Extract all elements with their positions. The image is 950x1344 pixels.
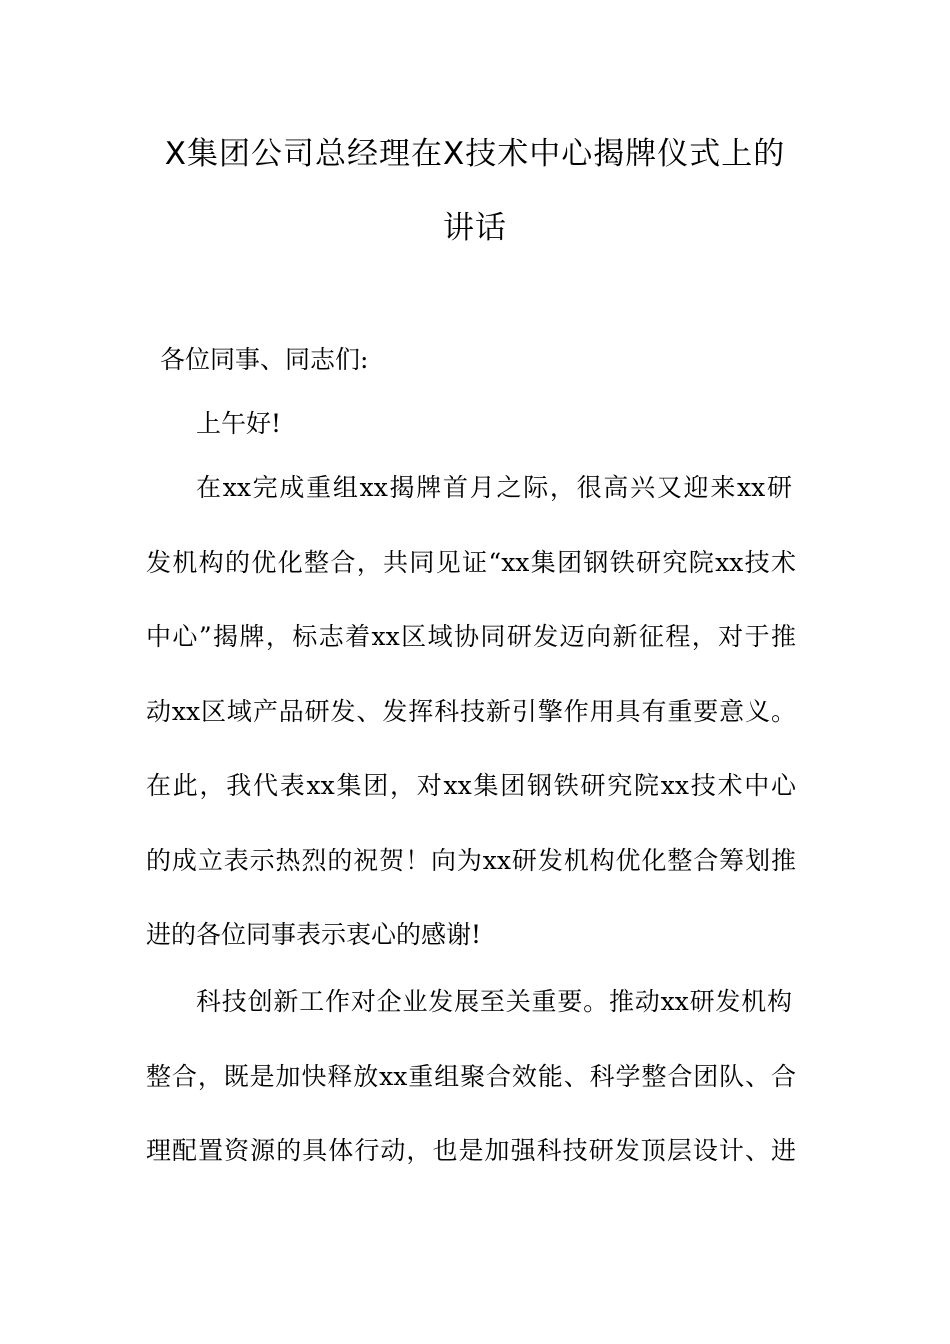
- greeting: 上午好!: [196, 409, 282, 438]
- paragraph-1-line: 的成立表示热烈的祝贺！向为xx研发机构优化整合筹划推: [146, 846, 796, 875]
- document-title-line-1: X集团公司总经理在X技术中心揭牌仪式上的: [164, 136, 786, 172]
- paragraph-1-line: 中心”揭牌，标志着xx区域协同研发迈向新征程，对于推: [146, 622, 796, 651]
- paragraph-1-line: 进的各位同事表示衷心的感谢!: [146, 920, 482, 949]
- paragraph-1-line: 动xx区域产品研发、发挥科技新引擎作用具有重要意义。: [146, 697, 796, 726]
- paragraph-2-line: 理配置资源的具体行动，也是加强科技研发顶层设计、进: [146, 1136, 796, 1165]
- paragraph-1-line: 发机构的优化整合，共同见证“xx集团钢铁研究院xx技术: [146, 548, 796, 577]
- paragraph-2-line: 科技创新工作对企业发展至关重要。推动xx研发机构: [196, 987, 792, 1016]
- paragraph-2-line: 整合，既是加快释放xx重组聚合效能、科学整合团队、合: [146, 1062, 796, 1091]
- document-title-line-2: 讲话: [443, 210, 507, 246]
- paragraph-1-line: 在此，我代表xx集团，对xx集团钢铁研究院xx技术中心: [146, 771, 796, 800]
- paragraph-1-line: 在xx完成重组xx揭牌首月之际，很高兴又迎来xx研: [196, 473, 792, 502]
- salutation: 各位同事、同志们:: [160, 345, 369, 374]
